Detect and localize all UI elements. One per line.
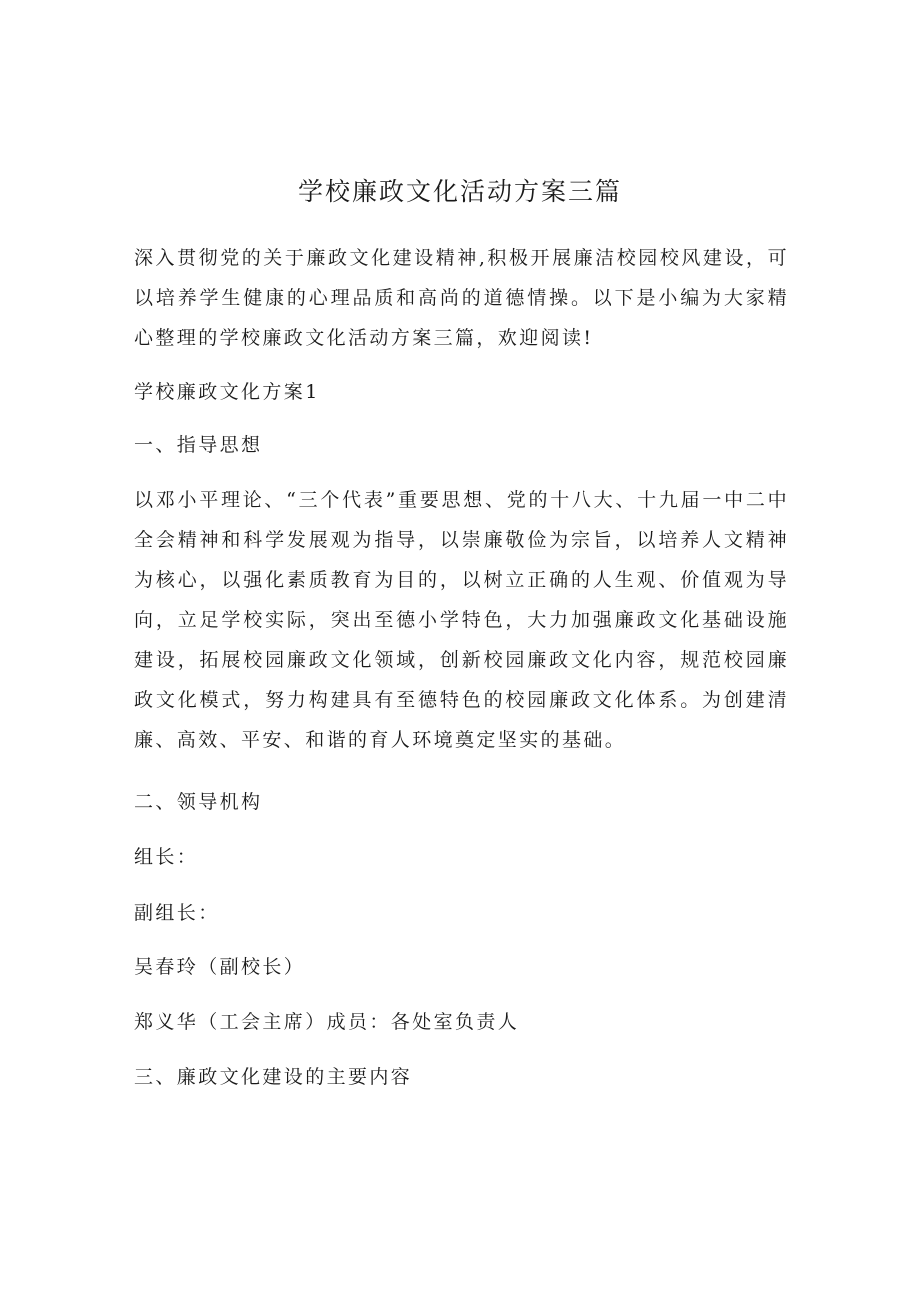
deputy-leader-name: 吴春玲（副校长） xyxy=(134,956,306,978)
guiding-ideology-paragraph: 以邓小平理论、“三个代表”重要思想、党的十八大、十九届一中二中全会精神和科学发展观为指导，以崇廉敬俭为宗旨，以培养人文精神为核心，以强化素质教育为目的，以树立正确的人生观、价值观为导向，立足学校实际，突出至德小学特色，大力加强廉政文化基础设施建设，拓展校园廉政文化领域，创新校园廉政文化内容，规范校园廉政文化模式，努力构建具有至德特色的校园廉政文化体系。为创建清廉、高效、平安、和谐的育人环境奠定坚实的基础。 xyxy=(134,489,789,751)
section-heading-leadership: 二、领导机构 xyxy=(134,791,263,813)
deputy-leader-label: 副组长： xyxy=(134,902,220,924)
section-heading-main-content: 三、廉政文化建设的主要内容 xyxy=(134,1066,413,1088)
plan-heading: 学校廉政文化方案1 xyxy=(134,381,320,403)
intro-paragraph: 深入贯彻党的关于廉政文化建设精神,积极开展廉洁校园校风建设，可以培养学生健康的心理品质和高尚的道德情操。以下是小编为大家精心整理的学校廉政文化活动方案三篇，欢迎阅读! xyxy=(134,247,789,349)
section-heading-guiding-ideology: 一、指导思想 xyxy=(134,434,263,456)
document-title: 学校廉政文化活动方案三篇 xyxy=(297,177,622,206)
leader-label: 组长： xyxy=(134,846,199,868)
members-line: 郑义华（工会主席）成员：各处室负责人 xyxy=(134,1011,520,1033)
